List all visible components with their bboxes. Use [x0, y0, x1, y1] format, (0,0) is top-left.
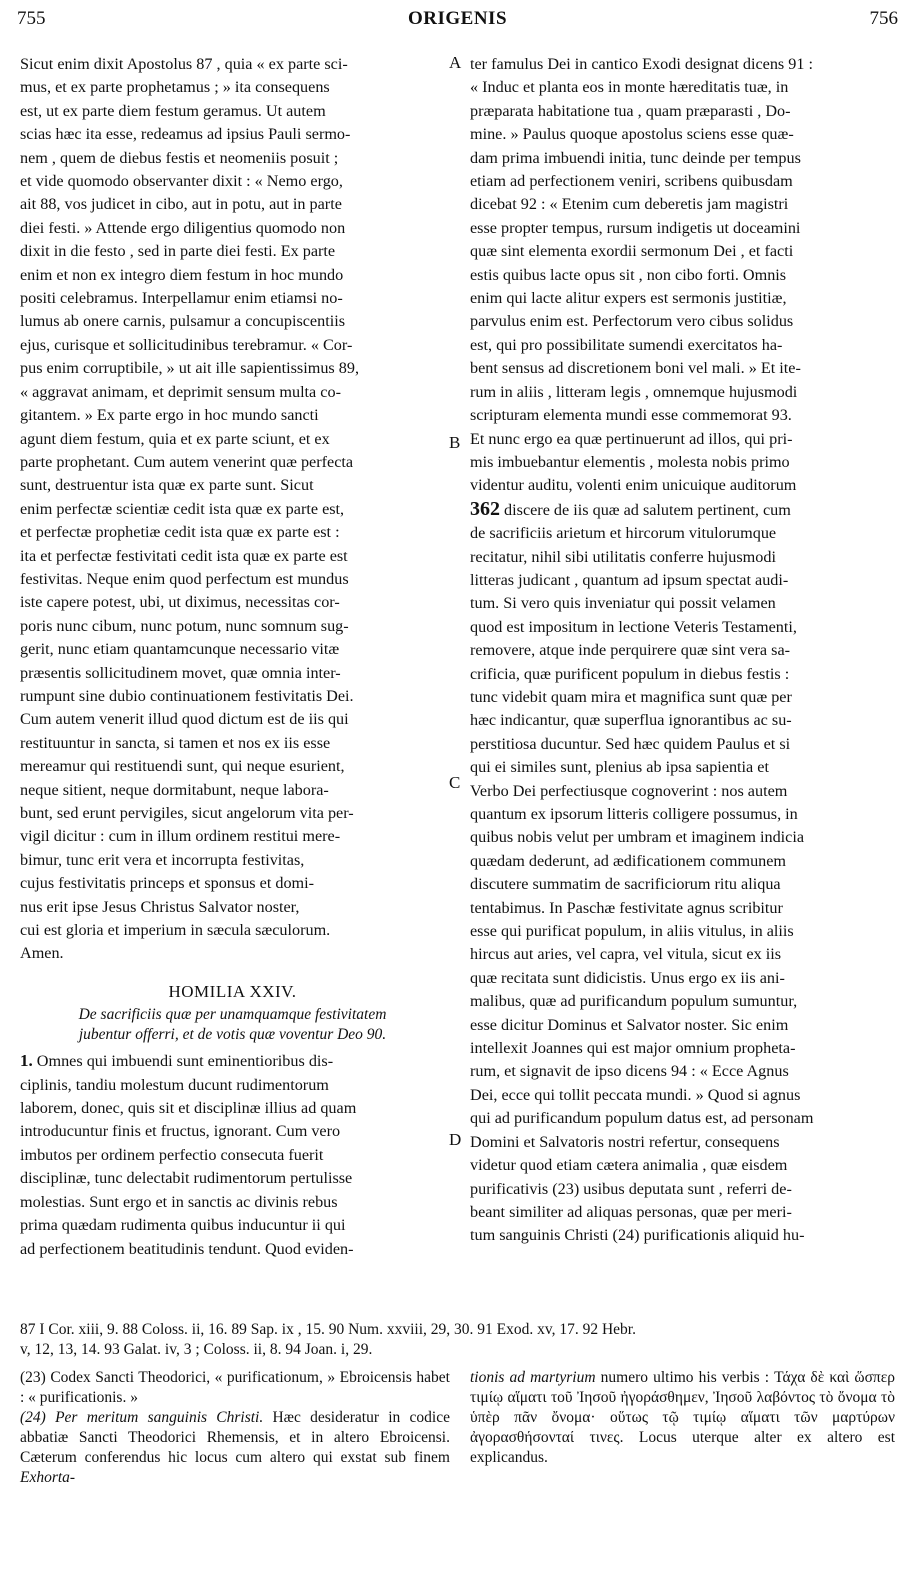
text-line: tunc videbit quam mira et magnifica sunt quæ per: [470, 687, 792, 706]
text-line: discutere summatim de sacrificiorum ritu aliqua: [470, 875, 781, 894]
text-line: parvulus enim est. Perfectorum vero cibus solidus: [470, 312, 794, 331]
text-line: quantum ex ipsorum litteris colligere possumus, in: [470, 805, 798, 823]
footnote-24-continued-text: numero ultimo his verbis : Τάχα δὲ καὶ ὥσπερ τιμίῳ αἵματι τοῦ Ἰησοῦ ἠγοράσθημεν, Ἰησοῦ λαβόντος τὸ ὄνομα τὸ ὑπὲρ πᾶν ὄνομα· οὕτως τῷ τιμίῳ αἵματι τῶν μαρτύρων ἀγορασθήσονταί τινες. Locus uterque alter ex altero est explicandus.: [470, 1369, 895, 1466]
homily-body: [20, 1049, 445, 1261]
text-line: removere, atque inde perquirere quæ sint vera sa-: [470, 641, 791, 660]
text-line: restituuntur in sancta, si tamen et nos ex iis esse: [20, 733, 331, 752]
text-line: rumpunt sine dubio continuationem festivitatis Dei.: [20, 686, 354, 705]
text-line: Et nunc ergo ea quæ pertinuerunt ad illos, qui pri-: [470, 429, 793, 448]
footnote-refs-line-1: 87 I Cor. xiii, 9. 88 Coloss. ii, 16. 89 Sap. ix , 15. 90 Num. xxviii, 29, 30. 91 Exod. xv, 17. 92 Hebr.: [20, 1321, 636, 1338]
text-line: videntur auditu, volenti enim unicuique auditorum: [470, 476, 797, 495]
text-line: litteras judicant , quantum ad ipsum spectat audi-: [470, 570, 789, 589]
text-line: gitantem. » Ex parte ergo in hoc mundo sancti: [20, 406, 319, 425]
footnote-refs-line-2: v, 12, 13, 14. 93 Galat. iv, 3 ; Coloss. ii, 8. 94 Joan. i, 29.: [20, 1341, 373, 1358]
text-line: estis quibus lacte opus sit , non cibo forti. Omnis: [470, 265, 787, 284]
footnote-24-italic-end: Exhorta-: [20, 1469, 76, 1486]
text-line: recitatur, nihil sibi utilitatis conferre hujusmodi: [470, 547, 776, 566]
footnote-24-text: Hæc desideratur in codice abbatiæ Sancti Theodorici Rhemensis, et in altero Ebroicensi. Cæterum conferendus hic locus cum altero qui exstat sub finem: [20, 1409, 450, 1466]
text-line: sunt, destruentur ista quæ ex parte sunt. Sicut: [20, 476, 314, 495]
text-line: ad perfectionem beatitudinis tendunt. Quod eviden-: [20, 1239, 354, 1258]
text-line: lumus ab onere carnis, pulsamur a concupiscentiis: [20, 312, 346, 331]
margin-letter-c: C: [449, 773, 461, 792]
text-line: est, ut ex parte diem festum geramus. Ut autem: [20, 101, 326, 120]
text-line: festivitas. Neque enim quod perfectum est mundus: [20, 569, 349, 588]
text-line: de sacrificiis arietum et hircorum vitulorumque: [470, 524, 777, 543]
left-column: [20, 53, 445, 1261]
text-line: Verbo Dei perfectiusque cognoverint : nos autem: [470, 781, 788, 800]
footnote-24: [20, 1408, 450, 1488]
text-line: hircus aut aries, vel capra, vel vitula, sicut ex iis: [470, 945, 782, 964]
footnotes: [20, 1320, 895, 1486]
text-line: Domini et Salvatoris nostri refertur, consequens: [470, 1132, 780, 1151]
text-line: est, qui pro possibilitate sumendi exercitatos ha-: [470, 335, 783, 354]
text-line: malibus, quæ ad purificandum populum sumuntur,: [470, 992, 798, 1011]
text-line: rum in aliis , litteram legis , omnemque hujusmodi: [470, 382, 798, 401]
text-line: disciplinæ, tunc delectabit rudimentorum pertulisse: [20, 1169, 353, 1188]
text-line: tentabimus. In Paschæ festivitate agnus scribitur: [470, 898, 783, 917]
footnote-23: (23) Codex Sancti Theodorici, « purificationum, » Ebroicensis habet : « purificationis. »: [20, 1369, 450, 1406]
text-line: quod est impositum in lectione Veteris Testamenti,: [470, 617, 797, 636]
page-header: [0, 0, 915, 40]
footnote-24-continued: [470, 1368, 895, 1468]
homily-subtitle-1: De sacrificiis quæ per unamquamque festivitatem: [78, 1006, 387, 1024]
margin-letter-b: B: [449, 433, 461, 452]
homily-title: HOMILIA XXIV.: [168, 981, 297, 1001]
text-line: quibus nobis velut per umbram et imaginem indicia: [470, 828, 805, 847]
text-line: iste capere potest, ubi, ut diximus, necessitas cor-: [20, 593, 340, 612]
text-line: gerit, nunc etiam quantamcunque necessario vitæ: [20, 640, 340, 659]
text-line: perstitiosa ducuntur. Sed hæc quidem Paulus et si: [470, 734, 791, 753]
right-column-text-a: [470, 53, 895, 498]
right-page-number: 756: [869, 8, 898, 29]
text-line: nus erit ipse Jesus Christus Salvator noster,: [20, 897, 300, 916]
text-line: esse propter tempus, rursum indigetis ut doceamini: [470, 218, 801, 237]
footnote-right-column: [470, 1368, 895, 1468]
margin-letter-d: D: [449, 1130, 462, 1149]
text-line: hæc indicantur, quæ superflua ignorantibus ac su-: [470, 711, 792, 730]
text-line: ita et perfectæ festivitati cedit ista quæ ex parte est: [20, 546, 348, 565]
text-line: [20, 1049, 445, 1073]
text-line: esse qui purificat populum, in aliis vitulus, in aliis: [470, 922, 794, 941]
text-line: et perfectæ prophetiæ cedit ista quæ ex parte est :: [20, 523, 340, 542]
text-line: laborem, donec, quis sit et disciplinæ illius ad quam: [20, 1099, 357, 1118]
text-line: Dei, ecce qui tollit peccata mundi. » Quod si agnus: [470, 1085, 801, 1104]
text-line-content: Omnes qui imbuendi sunt eminentioribus dis-: [32, 1052, 334, 1071]
page-title: ORIGENIS: [407, 8, 508, 29]
text-line: ciplinis, tandiu molestum ducunt rudimentorum: [20, 1075, 329, 1094]
text-line: molestias. Sunt ergo et in sanctis ac divinis rebus: [20, 1192, 338, 1211]
text-line: imbutos per ordinem perfectio consecuta fuerit: [20, 1145, 324, 1164]
text-line: mereamur qui restituendi sunt, qui neque esurient,: [20, 757, 345, 776]
text-line: bunt, sed erunt pervigiles, sicut angelorum vita per-: [20, 804, 354, 822]
text-line: vigil dicitur : cum in illum ordinem restitui mere-: [20, 827, 341, 846]
text-line: tum sanguinis Christi (24) purificationis aliquid hu-: [470, 1226, 805, 1245]
text-line: diei festi. » Attende ergo diligentius quomodo non: [20, 218, 346, 237]
text-line: bimur, tunc erit vera et incorrupta festivitas,: [20, 850, 305, 869]
footnote-left-column: [20, 1368, 450, 1488]
text-line: intellexit Joannes qui est major omnium propheta-: [470, 1039, 796, 1058]
text-line: videtur quod etiam cætera animalia , quæ eisdem: [470, 1156, 788, 1175]
text-line: ait 88, vos judicet in cibo, aut in potu, aut in parte: [20, 195, 342, 214]
text-line: qui ei similes sunt, plenius ab ipsa sapientia et: [470, 758, 769, 777]
text-line: pus enim corruptibile, » ut ait ille sapientissimus 89,: [20, 359, 359, 378]
text-line: ter famulus Dei in cantico Exodi designat dicens 91 :: [470, 55, 813, 73]
text-line: prima quædam rudimenta quibus inducuntur ii qui: [20, 1216, 346, 1235]
text-line: agunt diem festum, quia et ex parte sciunt, et ex: [20, 429, 330, 448]
text-line: et vide quomodo observanter dixit : « Nemo ergo,: [20, 172, 343, 191]
text-line: positi celebramus. Interpellamur enim etiamsi no-: [20, 289, 343, 308]
page-marker-line-text: discere de iis quæ ad salutem pertinent, cum: [500, 500, 791, 519]
right-column: [470, 53, 895, 1248]
text-line: neque sitient, neque dormitabunt, neque labora-: [20, 780, 329, 799]
text-line: etiam ad perfectionem veniri, scribens quibusdam: [470, 172, 793, 191]
page-marker: 362: [470, 497, 500, 520]
left-page-number: 755: [17, 8, 46, 29]
text-line: quæ recitata sunt didicistis. Unus ergo ex iis ani-: [470, 968, 785, 987]
right-column-text-b: [470, 522, 895, 1248]
page-marker-line: [470, 498, 895, 522]
text-line: bent sensus ad discretionem boni vel mali. » Et ite-: [470, 359, 801, 378]
left-column-text: [20, 53, 445, 966]
text-line: quædam dederunt, ad ædificationem communem: [470, 851, 787, 870]
text-line: enim et non ex integro diem festum in hoc mundo: [20, 265, 344, 284]
text-line: qui ad purificandum populum datus est, ad personam: [470, 1109, 814, 1128]
text-line: Amen.: [20, 944, 64, 963]
footnote-24-label: (24) Per meritum sanguinis Christi.: [20, 1409, 264, 1426]
text-line: præparata habitatione tua , quam præparasti , Do-: [470, 101, 791, 120]
text-line: mine. » Paulus quoque apostolus sciens esse quæ-: [470, 125, 794, 144]
text-line: parte prophetant. Cum autem venerint quæ perfecta: [20, 452, 354, 471]
text-line: « Induc et planta eos in monte hæreditatis tuæ, in: [470, 78, 789, 97]
text-line: cui est gloria et imperium in sæcula sæculorum.: [20, 921, 331, 940]
text-line: ejus, curisque et sollicitudinibus terebramur. « Cor-: [20, 335, 353, 354]
margin-letter-a: A: [449, 53, 462, 72]
text-line: tum. Si vero quis inveniatur qui possit velamen: [470, 594, 776, 613]
text-line: Cum autem venerit illud quod dictum est de iis qui: [20, 710, 349, 729]
text-line: esse dicitur Dominus et Salvator noster. Sic enim: [470, 1015, 789, 1034]
footnote-24-continued-italic: tionis ad martyrium: [470, 1369, 596, 1386]
text-line: dicebat 92 : « Etenim cum deberetis jam magistri: [470, 195, 789, 214]
text-line: enim qui lacte alitur expers est sermonis justitiæ,: [470, 289, 787, 308]
text-line: scripturam elementa mundi esse commemorat 93.: [470, 406, 792, 425]
text-line: « aggravat animam, et deprimit sensum multa co-: [20, 382, 341, 401]
section-number: 1.: [20, 1051, 33, 1071]
text-line: scias hæc ita esse, redeamus ad ipsius Pauli sermo-: [20, 125, 351, 144]
text-line: nem , quem de diebus festis et neomeniis posuit ;: [20, 148, 339, 167]
text-line: purificativis (23) usibus deputata sunt , referri de-: [470, 1179, 792, 1198]
text-line: introducuntur finis et fructus, ignorant. Cum vero: [20, 1122, 341, 1141]
text-line: Sicut enim dixit Apostolus 87 , quia « ex parte sci-: [20, 55, 348, 73]
homily-subtitle-2: jubentur offerri, et de votis quæ voventur Deo 90.: [78, 1026, 387, 1044]
footnote-references: [20, 1320, 895, 1360]
text-line: enim perfectæ scientiæ cedit ista quæ ex parte est,: [20, 499, 345, 518]
text-line: cujus festivitatis princeps et sponsus et domi-: [20, 874, 315, 893]
text-line: mis imbuebantur elementis , molesta nobis primo: [470, 452, 790, 471]
text-line: beant similiter ad aliquas personas, quæ per meri-: [470, 1202, 792, 1221]
text-line: præsentis sollicitudinem movet, quæ omnia inter-: [20, 663, 341, 682]
text-line: rum, et signavit de ipso dicens 94 : « Ecce Agnus: [470, 1062, 789, 1081]
text-line: mus, et ex parte prophetamus ; » ita consequens: [20, 78, 330, 97]
text-line: poris nunc cibum, nunc potum, nunc somnum sug-: [20, 616, 349, 635]
text-line: crificia, quæ purificent populum in diebus festis :: [470, 664, 790, 683]
text-line: quæ sint elementa exordii sermonum Dei , et facti: [470, 242, 794, 261]
text-line: dam prima imbuendi initia, tunc deinde per tempus: [470, 148, 801, 167]
text-line: dixit in die festo , sed in parte diei festi. Ex parte: [20, 242, 336, 261]
